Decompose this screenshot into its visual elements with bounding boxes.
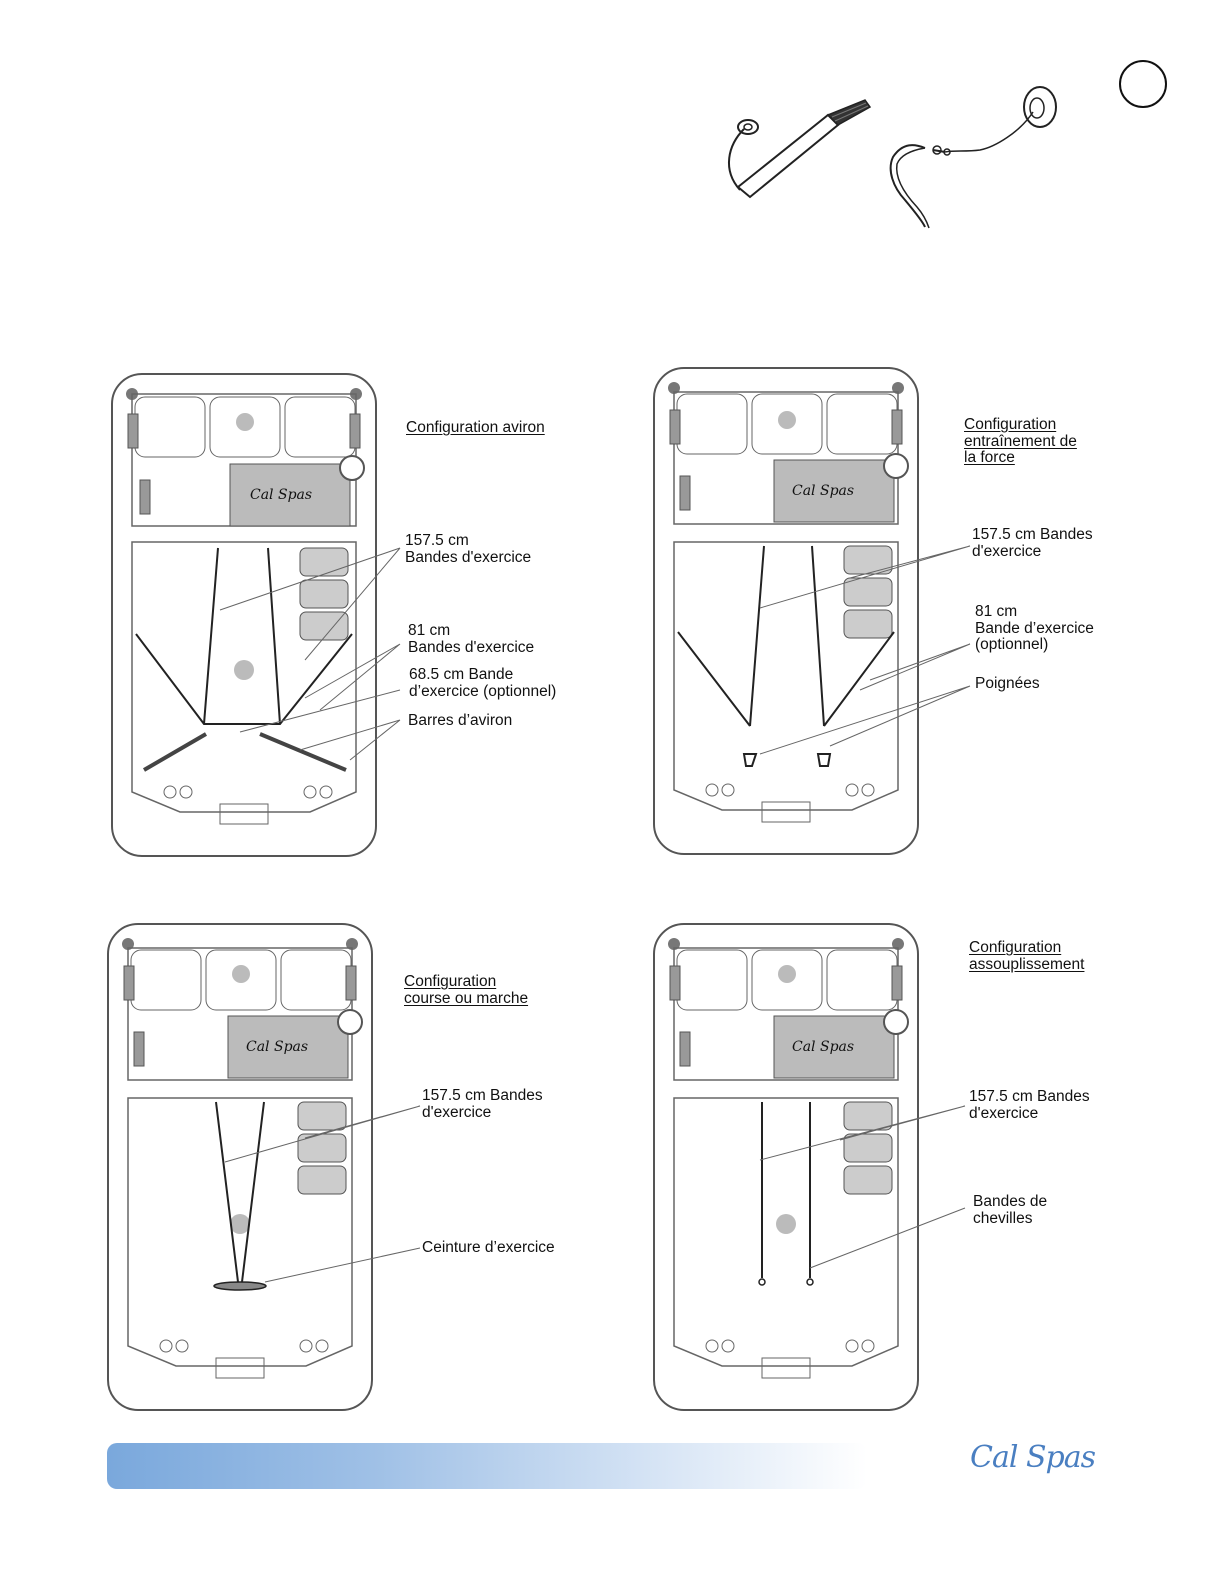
callout-lines-flexibility <box>760 1100 970 1275</box>
svg-text:Cal Spas: Cal Spas <box>792 483 855 499</box>
panel-title-flexibility: Configuration assouplissement <box>969 939 1085 973</box>
callout-lines-running <box>225 1100 425 1290</box>
label-long-bands: 157.5 cm Bandes d'exercice <box>405 532 532 566</box>
callout-lines-rowing <box>100 540 410 780</box>
page-number-circle <box>1119 60 1167 108</box>
label-short-band: 81 cm Bande d’exercice (optionnel) <box>975 603 1094 653</box>
svg-text:Cal Spas: Cal Spas <box>246 1039 309 1055</box>
footer-gradient-bar <box>107 1443 867 1489</box>
panel-title-strength: Configuration entraînement de la force <box>964 416 1077 466</box>
handle-strap-illustration <box>885 82 1065 232</box>
label-long-bands: 157.5 cm Bandes d'exercice <box>969 1088 1090 1122</box>
rowing-bar-illustration <box>720 95 880 205</box>
label-optional-band: 68.5 cm Bande d’exercice (optionnel) <box>409 666 557 700</box>
callout-lines-strength <box>740 540 980 770</box>
label-long-bands: 157.5 cm Bandes d'exercice <box>972 526 1093 560</box>
svg-text:Cal Spas: Cal Spas <box>792 1039 855 1055</box>
label-ankle-bands: Bandes de chevilles <box>973 1193 1048 1227</box>
panel-title-rowing: Configuration aviron <box>406 419 545 436</box>
label-rowing-bars: Barres d’aviron <box>408 712 513 729</box>
label-exercise-belt: Ceinture d’exercice <box>422 1239 555 1256</box>
label-long-bands: 157.5 cm Bandes d'exercice <box>422 1087 543 1121</box>
calspas-logo: Cal Spas <box>970 1440 1096 1475</box>
panel-title-running: Configuration course ou marche <box>404 973 529 1007</box>
svg-text:Cal Spas: Cal Spas <box>250 487 313 503</box>
label-short-bands: 81 cm Bandes d'exercice <box>408 622 535 656</box>
label-handles: Poignées <box>975 675 1040 692</box>
